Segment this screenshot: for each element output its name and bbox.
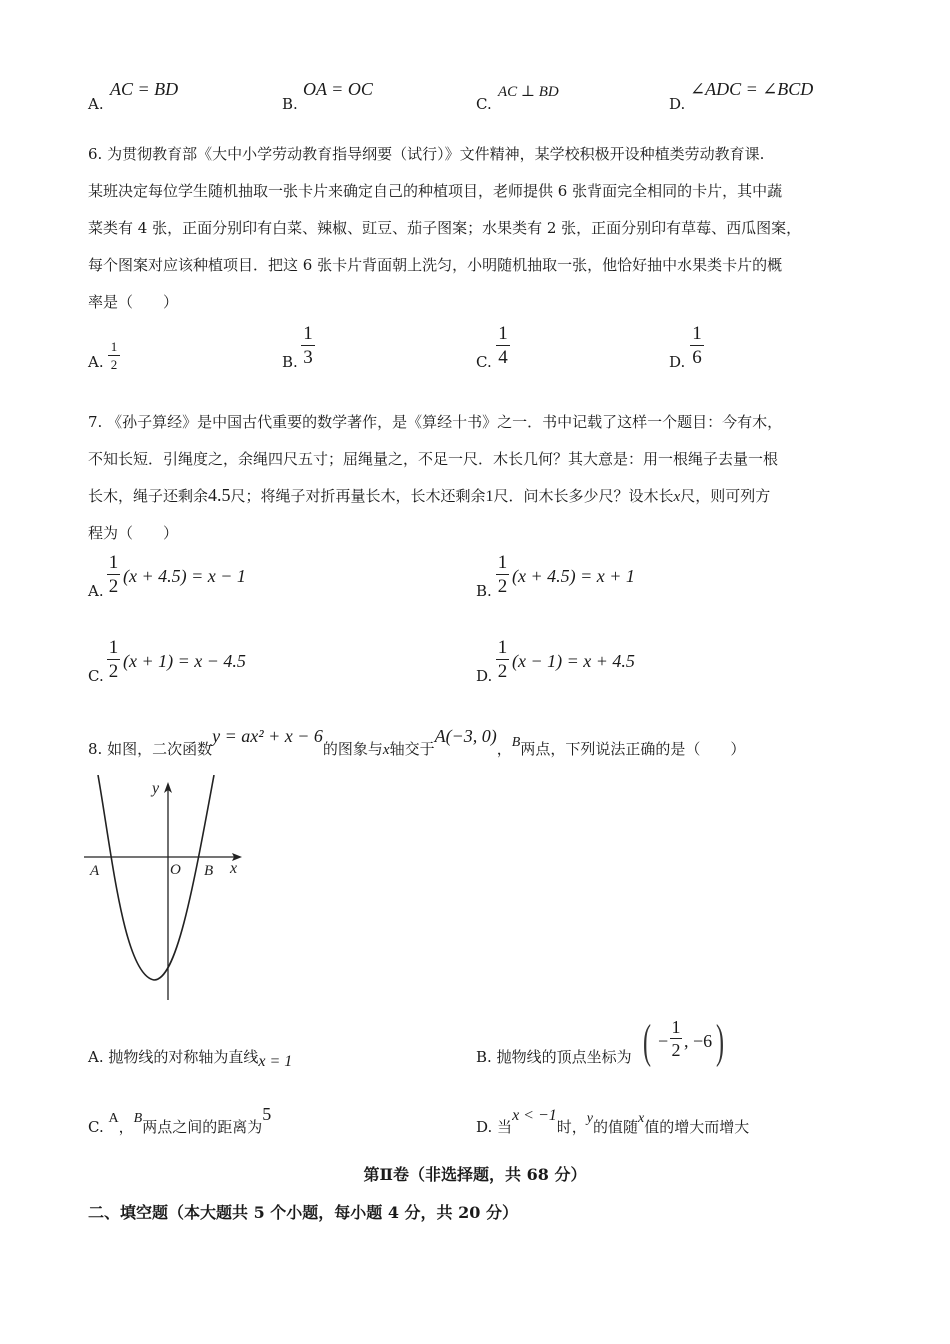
q8-option-d xyxy=(476,1107,750,1137)
q6-line-2: 某班决定每位学生随机抽取一张卡片来确定自己的种植项目，老师提供 6 张背面完全相同的卡片，其中蔬 xyxy=(88,182,783,200)
q8-option-b-lparen: ( xyxy=(643,1015,651,1068)
q7-line-2: 不知长短．引绳度之，余绳四尺五寸；屈绳量之，不足一尺．木长几何？其大意是：用一根绳子去量一根 xyxy=(88,450,779,468)
q8-option-c xyxy=(88,1104,272,1137)
q7-option-c-expr: (x + 1) = x − 4.5 xyxy=(123,651,246,671)
q5-option-b-expr: OA = OC xyxy=(303,79,373,99)
q8-intro-d: 两点，下列说法正确的是（ ） xyxy=(520,740,746,758)
parabola-curve xyxy=(98,775,214,980)
q6-option-a-num: 1 xyxy=(110,339,118,354)
q7-option-a-num: 1 xyxy=(108,552,119,573)
q7-value-1: 1 xyxy=(485,488,494,505)
q6-option-c-den: 4 xyxy=(498,347,508,368)
q8-intro-a: 8. 如图，二次函数 xyxy=(88,740,213,758)
q8-option-a xyxy=(88,1046,293,1070)
q5-option-c-expr: AC ⊥ BD xyxy=(498,84,559,100)
q6-line-1: 6. 为贯彻教育部《大中小学劳动教育指导纲要（试行）》文件精神，某学校积极开设种植类劳动教育课. xyxy=(88,145,765,163)
q8-option-b-num: 1 xyxy=(671,1017,681,1037)
q8-comma: ， xyxy=(496,740,512,758)
q7-option-d-fraction xyxy=(496,638,509,681)
q7-option-b-num: 1 xyxy=(497,552,508,573)
q7-option-d-expr: (x − 1) = x + 4.5 xyxy=(512,651,635,671)
q5-option-a-label: A. xyxy=(88,95,104,113)
q7-option-a-label: A. xyxy=(88,582,104,600)
q7-option-c-label: C. xyxy=(88,667,104,685)
q8-option-b-post: , −6 xyxy=(684,1031,713,1051)
q7-line-3 xyxy=(88,485,770,506)
q7-option-a-den: 2 xyxy=(108,576,119,597)
q7-option-d-den: 2 xyxy=(497,661,508,682)
q8-option-b-den: 2 xyxy=(671,1040,681,1060)
q6-option-a-label: A. xyxy=(88,353,104,371)
q8-option-c-label: C. xyxy=(88,1118,104,1136)
q8-parabola-graph xyxy=(84,775,254,1005)
q6-option-b-label: B. xyxy=(282,353,298,371)
q7-option-b-fraction xyxy=(496,553,509,596)
q8-function: y = ax² + x − 6 xyxy=(212,726,323,746)
q6-option-a-fraction xyxy=(108,340,120,371)
q5-option-c-label: C. xyxy=(476,95,492,113)
q8-option-d-text2: 时， xyxy=(556,1118,587,1136)
q8-option-b-label: B. xyxy=(476,1048,492,1066)
q7-option-c-den: 2 xyxy=(108,661,119,682)
q8-x-var: x xyxy=(382,742,390,758)
q5-option-b-label: B. xyxy=(282,95,298,113)
section-title: 第Ⅱ卷（非选择题，共 68 分） xyxy=(363,1165,587,1184)
q7-option-a-expr: (x + 4.5) = x − 1 xyxy=(123,566,246,586)
q6-option-d-den: 6 xyxy=(692,347,702,368)
q8-intro xyxy=(88,726,746,759)
q7-option-a-fraction xyxy=(107,553,120,596)
q8-option-c-text: 两点之间的距离为 xyxy=(142,1118,263,1136)
section-subtitle: 二、填空题（本大题共 5 个小题，每小题 4 分，共 20 分） xyxy=(88,1203,518,1222)
q5-option-a-expr: AC = BD xyxy=(110,79,179,99)
q8-option-d-label: D. xyxy=(476,1118,493,1136)
q6-option-b-num: 1 xyxy=(303,323,313,344)
q7-var-x: x xyxy=(673,489,681,505)
q8-option-d-cond: x < −1 xyxy=(512,1107,557,1124)
q8-option-b xyxy=(476,1046,632,1067)
q7-line-3-a: 长木，绳子还剩余 xyxy=(88,487,209,505)
q8-option-b-fraction xyxy=(670,1018,682,1059)
q8-option-d-x: x xyxy=(638,1111,645,1126)
q8-option-b-text: 抛物线的顶点坐标为 xyxy=(496,1048,632,1066)
q6-option-c-label: C. xyxy=(476,353,492,371)
q7-line-3-c: 尺．问木长多少尺？设木长 xyxy=(493,487,674,505)
q8-option-d-text1: 当 xyxy=(497,1118,513,1136)
q8-option-d-y: y xyxy=(586,1111,593,1126)
q6-option-b-fraction xyxy=(301,324,315,367)
q6-option-d-label: D. xyxy=(669,353,686,371)
q6-option-a-den: 2 xyxy=(110,357,118,372)
q7-option-c-num: 1 xyxy=(108,637,119,658)
q8-option-a-expr: x = 1 xyxy=(258,1053,293,1070)
q7-option-d-label: D. xyxy=(476,667,493,685)
q6-option-d-fraction xyxy=(690,324,704,367)
q8-option-c-comma: ， xyxy=(118,1118,134,1136)
q8-option-b-rparen: ) xyxy=(716,1015,724,1068)
q6-line-4: 每个图案对应该种植项目．把这 6 张卡片背面朝上洗匀，小明随机抽取一张，他恰好抽中水果类卡片的概 xyxy=(88,256,783,274)
q8-option-c-b: B xyxy=(133,1111,143,1126)
q5-option-d-label: D. xyxy=(669,95,686,113)
q7-line-3-d: 尺，则可列方 xyxy=(680,487,771,505)
graph-y-label: y xyxy=(152,780,160,797)
q6-option-c-num: 1 xyxy=(498,323,508,344)
q8-intro-c: 轴交于 xyxy=(389,740,435,758)
graph-b-label: B xyxy=(204,863,214,879)
q8-option-a-text: 抛物线的对称轴为直线 xyxy=(108,1048,259,1066)
q5-option-d-expr: ∠ADC = ∠BCD xyxy=(690,79,814,99)
q6-line-3: 菜类有 4 张，正面分别印有白菜、辣椒、豇豆、茄子图案；水果类有 2 张，正面分别印有草莓、西瓜图案， xyxy=(88,219,802,237)
q6-option-c-fraction xyxy=(496,324,510,367)
q8-option-c-val: 5 xyxy=(262,1104,272,1124)
q8-option-c-a: A xyxy=(108,1111,119,1126)
q6-option-d-num: 1 xyxy=(692,323,702,344)
q7-option-b-den: 2 xyxy=(497,576,508,597)
q8-intro-b: 的图象与 xyxy=(322,740,383,758)
graph-a-label: A xyxy=(90,863,100,879)
q6-option-b-den: 3 xyxy=(303,347,313,368)
q8-point-a: A(−3, 0) xyxy=(434,726,497,746)
q8-option-a-label: A. xyxy=(88,1048,104,1066)
q7-value-4-5: 4.5 xyxy=(208,485,231,505)
q6-line-5: 率是（ ） xyxy=(88,293,179,311)
q7-line-4: 程为（ ） xyxy=(88,524,179,542)
q7-option-d-num: 1 xyxy=(497,637,508,658)
q7-line-1: 7. 《孙子算经》是中国古代重要的数学著作，是《算经十书》之一．书中记载了这样一个题目：今有木， xyxy=(88,413,783,431)
q7-option-b-label: B. xyxy=(476,582,492,600)
q7-option-b-expr: (x + 4.5) = x + 1 xyxy=(512,566,635,586)
graph-x-label: x xyxy=(230,860,238,877)
q8-option-d-text3: 的值随 xyxy=(593,1118,639,1136)
q7-line-3-b: 尺；将绳子对折再量长木，长木还剩余 xyxy=(230,487,486,505)
graph-o-label: O xyxy=(170,862,181,878)
q7-option-c-fraction xyxy=(107,638,120,681)
q8-option-b-minus: − xyxy=(658,1031,669,1051)
q8-point-b: B xyxy=(511,735,521,750)
q8-option-d-text4: 值的增大而增大 xyxy=(644,1118,750,1136)
